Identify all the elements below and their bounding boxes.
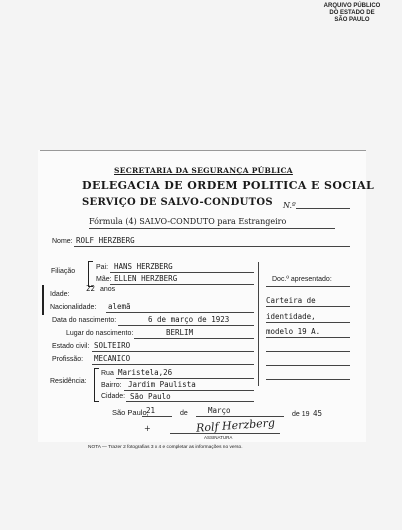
doc-line: [266, 306, 350, 307]
residencia-label: Residência:: [50, 378, 87, 385]
nacionalidade-line: [106, 312, 254, 313]
header-formula: Fórmula (4) SALVO-CONDUTO para Estrangeiro: [89, 217, 287, 226]
nascimento-data-value: 6 de março de 1923: [148, 315, 230, 324]
estado-civil-label: Estado civil:: [52, 343, 90, 350]
bairro-line: [124, 390, 254, 391]
estado-civil-line: [92, 351, 254, 352]
mae-line: [110, 284, 254, 285]
header-numero-label: N.º: [283, 201, 296, 210]
estado-civil-value: SOLTEIRO: [94, 341, 131, 350]
doc-line-1: Carteira de: [266, 296, 316, 305]
archive-stamp: [307, 3, 397, 24]
header-servico: SERVIÇO DE SALVO-CONDUTOS: [82, 197, 273, 208]
signature-line: [170, 433, 280, 434]
header-delegacia: DELEGACIA DE ORDEM POLITICA E SOCIAL: [82, 179, 375, 192]
idade-value: 22: [86, 284, 96, 293]
profissao-label: Profissão:: [52, 356, 84, 363]
cidade-line: [126, 401, 254, 402]
pai-label: Pai:: [96, 264, 109, 271]
pai-line: [110, 272, 254, 273]
nome-label: Nome:: [52, 238, 73, 245]
signature-image: Rolf Herzberg: [195, 416, 276, 435]
pai-value: HANS HERZBERG: [114, 262, 173, 271]
nacionalidade-value: alemã: [108, 302, 131, 311]
nome-line: [74, 246, 350, 247]
rua-value: Maristela,26: [118, 368, 173, 377]
mae-label: Mãe:: [96, 276, 112, 283]
date-de-1: de: [180, 410, 188, 417]
nacionalidade-label: Nacionalidade:: [50, 304, 97, 311]
date-month: Março: [208, 406, 231, 415]
archive-stamp-line: DO ESTADO DE: [329, 10, 375, 16]
doc-line: [266, 337, 350, 338]
rua-label: Rua: [101, 370, 114, 377]
doc-line: [266, 365, 350, 366]
header-secretaria: SECRETARIA DA SEGURANÇA PÚBLICA: [114, 166, 293, 175]
residencia-bracket: [94, 368, 99, 402]
doc-line: [266, 351, 350, 352]
footer-note: NOTA — Trazer 2 fotografias 3 x 4 e completar as informações no verso.: [88, 445, 243, 450]
nome-value: ROLF HERZBERG: [76, 236, 135, 245]
date-day: 21: [146, 406, 156, 415]
archive-stamp-line: SÃO PAULO: [334, 17, 370, 23]
bairro-value: Jardim Paulista: [128, 380, 196, 389]
numero-line: [296, 208, 350, 209]
doc-line: [266, 322, 350, 323]
margin-mark: [42, 285, 44, 315]
nascimento-data-line: [118, 325, 254, 326]
signature-cross-mark: +: [144, 424, 151, 433]
signature-label: ASSINATURA: [204, 435, 233, 440]
cidade-value: São Paulo: [130, 392, 171, 401]
filiacao-label: Filiação: [51, 268, 76, 275]
doc-line: [266, 286, 350, 287]
rua-line: [116, 378, 254, 379]
nascimento-lugar-label: Lugar do nascimento:: [66, 330, 134, 337]
formula-underline: [89, 228, 335, 229]
date-day-line: [142, 416, 172, 417]
doc-line-2: identidade,: [266, 312, 316, 321]
idade-unit: anos: [100, 286, 116, 293]
nascimento-data-label: Data do nascimento:: [52, 317, 117, 324]
top-border: [40, 150, 366, 151]
profissao-value: MECANICO: [94, 354, 131, 363]
date-de-19: de 19: [292, 411, 310, 418]
profissao-line: [92, 364, 254, 365]
doc-line-3: modelo 19 A.: [266, 327, 321, 336]
salvo-conduto-form: [38, 150, 366, 442]
doc-line: [266, 379, 350, 380]
doc-divider: [258, 262, 259, 386]
cidade-label: Cidade:: [101, 393, 126, 400]
date-city: São Paulo,: [112, 408, 149, 417]
date-year: 45: [313, 409, 323, 418]
doc-apresentado-label: Doc.º apresentado:: [272, 276, 332, 283]
archive-stamp-line: ARQUIVO PÚBLICO: [323, 3, 381, 9]
bairro-label: Bairro:: [101, 382, 122, 389]
nascimento-lugar-value: BERLIM: [166, 328, 194, 337]
nascimento-lugar-line: [134, 338, 254, 339]
idade-label: Idade:: [50, 291, 70, 298]
mae-value: ELLEN HERZBERG: [114, 274, 178, 283]
